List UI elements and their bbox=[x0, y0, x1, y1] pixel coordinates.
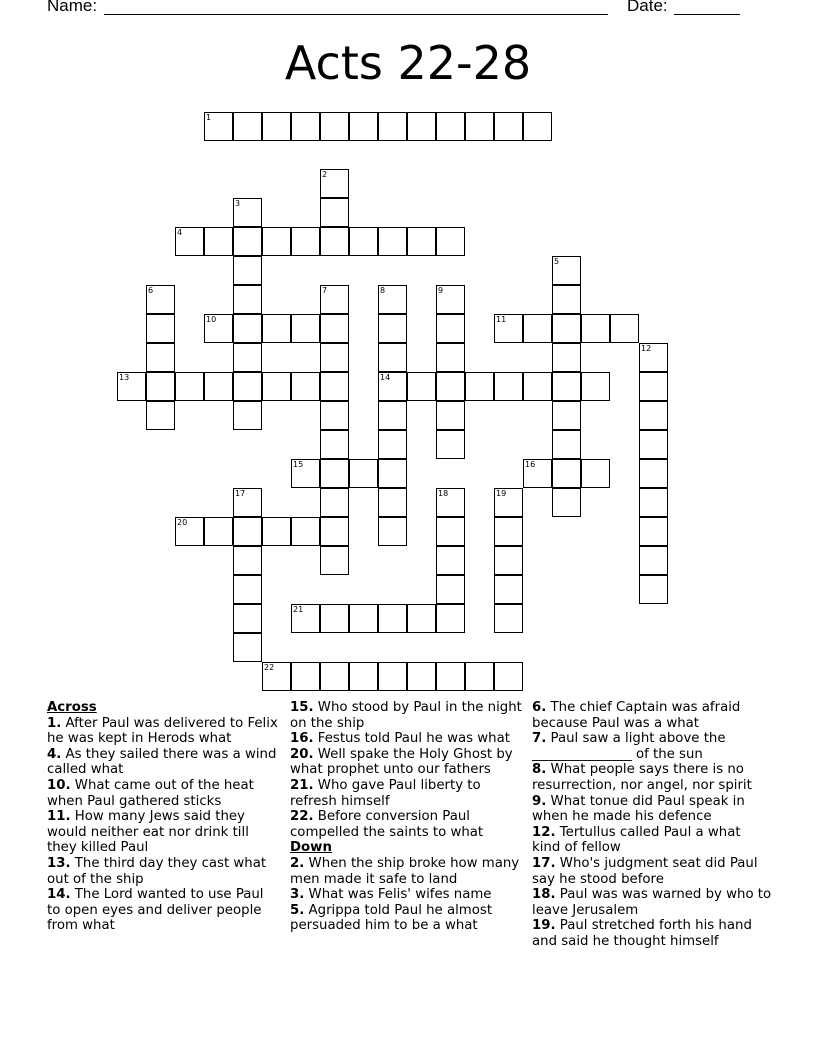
grid-cell[interactable] bbox=[117, 372, 146, 401]
grid-cell[interactable] bbox=[436, 662, 465, 691]
clue-number: 14 bbox=[380, 373, 391, 382]
grid-cell[interactable] bbox=[291, 662, 320, 691]
grid-cell[interactable] bbox=[610, 314, 639, 343]
grid-cell[interactable] bbox=[407, 372, 436, 401]
clue-number: 20 bbox=[177, 518, 188, 527]
grid-cell[interactable] bbox=[552, 256, 581, 285]
grid-cell[interactable] bbox=[262, 372, 291, 401]
clues-column-3 bbox=[532, 700, 772, 950]
grid-cell[interactable] bbox=[581, 314, 610, 343]
grid-cell[interactable] bbox=[494, 546, 523, 575]
grid-cell[interactable] bbox=[494, 314, 523, 343]
grid-cell[interactable] bbox=[320, 285, 349, 314]
clue-number: 8 bbox=[380, 286, 386, 295]
grid-cell[interactable] bbox=[349, 459, 378, 488]
clue-down-5: 5. Agrippa told Paul he almost persuaded him to be a what bbox=[290, 902, 493, 934]
grid-cell[interactable] bbox=[465, 372, 494, 401]
clue-down-9: 9. What tonue did Paul speak in when he made his defence bbox=[532, 793, 745, 825]
grid-cell[interactable] bbox=[320, 546, 349, 575]
grid-cell[interactable] bbox=[494, 662, 523, 691]
grid-cell[interactable] bbox=[233, 546, 262, 575]
grid-cell[interactable] bbox=[262, 517, 291, 546]
clue-down-17: 17. Who's judgment seat did Paul say he stood before bbox=[532, 855, 758, 887]
grid-cell[interactable] bbox=[552, 343, 581, 372]
grid-cell[interactable] bbox=[378, 488, 407, 517]
grid-cell[interactable] bbox=[378, 401, 407, 430]
grid-cell[interactable] bbox=[436, 546, 465, 575]
name-label: Name: bbox=[47, 0, 98, 15]
grid-cell[interactable] bbox=[175, 227, 204, 256]
grid-cell[interactable] bbox=[465, 662, 494, 691]
clue-across-21: 21. Who gave Paul liberty to refresh himself bbox=[290, 777, 481, 809]
grid-cell[interactable] bbox=[320, 517, 349, 546]
grid-cell[interactable] bbox=[436, 285, 465, 314]
clue-number: 19 bbox=[496, 489, 507, 498]
clue-number: 17 bbox=[235, 489, 246, 498]
grid-cell[interactable] bbox=[204, 227, 233, 256]
page-title: Acts 22-28 bbox=[284, 36, 532, 90]
clue-across-16: 16. Festus told Paul he was what bbox=[290, 731, 510, 747]
grid-cell[interactable] bbox=[494, 372, 523, 401]
clue-number: 4 bbox=[177, 228, 183, 237]
grid-cell[interactable] bbox=[291, 459, 320, 488]
grid-cell[interactable] bbox=[146, 285, 175, 314]
grid-cell[interactable] bbox=[378, 459, 407, 488]
grid-cell[interactable] bbox=[233, 256, 262, 285]
clue-number: 5 bbox=[554, 257, 560, 266]
grid-cell[interactable] bbox=[291, 372, 320, 401]
grid-cell[interactable] bbox=[494, 575, 523, 604]
clue-down-6: 6. The chief Captain was afraid because Paul was a what bbox=[532, 700, 741, 731]
clue-across-10: 10. What came out of the heat when Paul gathered sticks bbox=[47, 777, 254, 809]
clue-across-14: 14. The Lord wanted to use Paul to open eyes and deliver people from what bbox=[47, 887, 264, 934]
grid-cell[interactable] bbox=[291, 112, 320, 141]
grid-cell[interactable] bbox=[349, 227, 378, 256]
grid-cell[interactable] bbox=[552, 401, 581, 430]
grid-cell[interactable] bbox=[291, 517, 320, 546]
grid-cell[interactable] bbox=[407, 227, 436, 256]
grid-cell[interactable] bbox=[262, 662, 291, 691]
grid-cell[interactable] bbox=[639, 343, 668, 372]
grid-cell[interactable] bbox=[262, 112, 291, 141]
grid-cell[interactable] bbox=[320, 314, 349, 343]
grid-cell[interactable] bbox=[233, 343, 262, 372]
clue-number: 18 bbox=[438, 489, 449, 498]
clue-number: 9 bbox=[438, 286, 444, 295]
date-label: Date: bbox=[627, 0, 668, 15]
grid-cell[interactable] bbox=[378, 430, 407, 459]
grid-cell[interactable] bbox=[436, 227, 465, 256]
grid-cell[interactable] bbox=[378, 285, 407, 314]
grid-cell[interactable] bbox=[204, 517, 233, 546]
grid-cell[interactable] bbox=[523, 372, 552, 401]
clue-across-22: 22. Before conversion Paul compelled the saints to what bbox=[290, 809, 484, 840]
clue-number: 16 bbox=[525, 460, 536, 469]
grid-cell[interactable] bbox=[639, 459, 668, 488]
grid-cell[interactable] bbox=[639, 430, 668, 459]
grid-cell[interactable] bbox=[639, 372, 668, 401]
grid-cell[interactable] bbox=[262, 314, 291, 343]
grid-cell[interactable] bbox=[407, 662, 436, 691]
clue-number: 1 bbox=[206, 113, 212, 122]
clue-number: 7 bbox=[322, 286, 328, 295]
clue-across-1: 1. After Paul was delivered to Felix he was kept in Herods what bbox=[47, 715, 278, 747]
clue-down-3: 3. What was Felis' wifes name bbox=[290, 887, 492, 903]
grid-cell[interactable] bbox=[494, 112, 523, 141]
grid-cell[interactable] bbox=[378, 227, 407, 256]
grid-cell[interactable] bbox=[552, 314, 581, 343]
clue-down-7: 7. Paul saw a light above the _______________ of the sun bbox=[532, 731, 726, 762]
grid-cell[interactable] bbox=[639, 546, 668, 575]
grid-cell[interactable] bbox=[175, 372, 204, 401]
clue-number: 12 bbox=[641, 344, 652, 353]
clue-number: 11 bbox=[496, 315, 507, 324]
grid-cell[interactable] bbox=[407, 604, 436, 633]
grid-cell[interactable] bbox=[465, 112, 494, 141]
grid-cell[interactable] bbox=[320, 227, 349, 256]
grid-cell[interactable] bbox=[552, 488, 581, 517]
grid-cell[interactable] bbox=[639, 575, 668, 604]
grid-cell[interactable] bbox=[436, 575, 465, 604]
clue-across-20: 20. Well spake the Holy Ghost by what prophet unto our fathers bbox=[290, 746, 513, 778]
across-heading: Across bbox=[47, 700, 97, 715]
grid-cell[interactable] bbox=[436, 343, 465, 372]
grid-cell[interactable] bbox=[552, 372, 581, 401]
clues-column-1 bbox=[47, 700, 279, 934]
clue-down-18: 18. Paul was was warned by who to leave Jerusalem bbox=[532, 887, 772, 918]
grid-cell[interactable] bbox=[320, 604, 349, 633]
clue-number: 22 bbox=[264, 663, 275, 672]
down-heading: Down bbox=[290, 840, 332, 856]
grid-cell[interactable] bbox=[320, 198, 349, 227]
grid-cell[interactable] bbox=[204, 112, 233, 141]
clue-across-13: 13. The third day they cast what out of the ship bbox=[47, 855, 267, 887]
grid-cell[interactable] bbox=[523, 459, 552, 488]
grid-cell[interactable] bbox=[291, 604, 320, 633]
grid-cell[interactable] bbox=[320, 112, 349, 141]
grid-cell[interactable] bbox=[233, 285, 262, 314]
grid-cell[interactable] bbox=[320, 430, 349, 459]
clue-down-12: 12. Tertullus called Paul a what kind of fellow bbox=[532, 824, 741, 856]
grid-cell[interactable] bbox=[233, 401, 262, 430]
clue-number: 2 bbox=[322, 170, 328, 179]
grid-cell[interactable] bbox=[146, 372, 175, 401]
grid-cell[interactable] bbox=[146, 314, 175, 343]
clue-number: 15 bbox=[293, 460, 304, 469]
grid-cell[interactable] bbox=[436, 372, 465, 401]
grid-cell[interactable] bbox=[523, 112, 552, 141]
grid-cell[interactable] bbox=[378, 314, 407, 343]
grid-cell[interactable] bbox=[233, 488, 262, 517]
grid-cell[interactable] bbox=[349, 604, 378, 633]
grid-cell[interactable] bbox=[494, 488, 523, 517]
clue-number: 3 bbox=[235, 199, 241, 208]
grid-cell[interactable] bbox=[146, 401, 175, 430]
grid-cell[interactable] bbox=[436, 314, 465, 343]
grid-cell[interactable] bbox=[407, 112, 436, 141]
clue-number: 21 bbox=[293, 605, 304, 614]
grid-cell[interactable] bbox=[320, 372, 349, 401]
grid-cell[interactable] bbox=[552, 459, 581, 488]
grid-cell[interactable] bbox=[349, 662, 378, 691]
grid-cell[interactable] bbox=[639, 488, 668, 517]
grid-cell[interactable] bbox=[233, 604, 262, 633]
grid-cell[interactable] bbox=[552, 430, 581, 459]
grid-cell[interactable] bbox=[436, 488, 465, 517]
grid-cell[interactable] bbox=[378, 343, 407, 372]
grid-cell[interactable] bbox=[262, 227, 291, 256]
grid-cell[interactable] bbox=[204, 372, 233, 401]
grid-cell[interactable] bbox=[639, 401, 668, 430]
grid-cell[interactable] bbox=[639, 517, 668, 546]
grid-cell[interactable] bbox=[552, 285, 581, 314]
clue-down-19: 19. Paul stretched forth his hand and said he thought himself bbox=[532, 918, 752, 949]
grid-cell[interactable] bbox=[320, 401, 349, 430]
grid-cell[interactable] bbox=[436, 517, 465, 546]
grid-cell[interactable] bbox=[320, 459, 349, 488]
grid-cell[interactable] bbox=[494, 517, 523, 546]
clue-down-8: 8. What people says there is no resurrection, nor angel, nor spirit bbox=[532, 762, 752, 793]
grid-cell[interactable] bbox=[378, 112, 407, 141]
grid-cell[interactable] bbox=[320, 169, 349, 198]
clue-across-4: 4. As they sailed there was a wind called what bbox=[47, 746, 277, 778]
grid-cell[interactable] bbox=[320, 662, 349, 691]
grid-cell[interactable] bbox=[436, 604, 465, 633]
grid-cell[interactable] bbox=[233, 633, 262, 662]
grid-cell[interactable] bbox=[436, 112, 465, 141]
grid-cell[interactable] bbox=[581, 459, 610, 488]
grid-cell[interactable] bbox=[378, 662, 407, 691]
grid-cell[interactable] bbox=[233, 112, 262, 141]
grid-cell[interactable] bbox=[581, 372, 610, 401]
grid-cell[interactable] bbox=[320, 488, 349, 517]
grid-cell[interactable] bbox=[233, 575, 262, 604]
grid-cell[interactable] bbox=[378, 372, 407, 401]
grid-cell[interactable] bbox=[233, 372, 262, 401]
grid-cell[interactable] bbox=[494, 604, 523, 633]
clue-down-2: 2. When the ship broke how many men made it safe to land bbox=[290, 855, 520, 887]
grid-cell[interactable] bbox=[436, 430, 465, 459]
grid-cell[interactable] bbox=[291, 227, 320, 256]
grid-cell[interactable] bbox=[233, 517, 262, 546]
clue-number: 6 bbox=[148, 286, 154, 295]
grid-cell[interactable] bbox=[378, 604, 407, 633]
grid-cell[interactable] bbox=[523, 314, 552, 343]
clues-column-2 bbox=[290, 700, 522, 934]
grid-cell[interactable] bbox=[436, 401, 465, 430]
clue-across-15: 15. Who stood by Paul in the night on the ship bbox=[290, 700, 522, 731]
grid-cell[interactable] bbox=[175, 517, 204, 546]
grid-cell[interactable] bbox=[233, 198, 262, 227]
grid-cell[interactable] bbox=[378, 517, 407, 546]
clue-across-11: 11. How many Jews said they would neither eat nor drink till they killed Paul bbox=[47, 809, 249, 856]
clue-number: 10 bbox=[206, 315, 217, 324]
clue-number: 13 bbox=[119, 373, 130, 382]
grid-cell[interactable] bbox=[146, 343, 175, 372]
grid-cell[interactable] bbox=[349, 112, 378, 141]
grid-cell[interactable] bbox=[291, 314, 320, 343]
grid-cell[interactable] bbox=[233, 227, 262, 256]
grid-cell[interactable] bbox=[233, 314, 262, 343]
grid-cell[interactable] bbox=[320, 343, 349, 372]
grid-cell[interactable] bbox=[204, 314, 233, 343]
